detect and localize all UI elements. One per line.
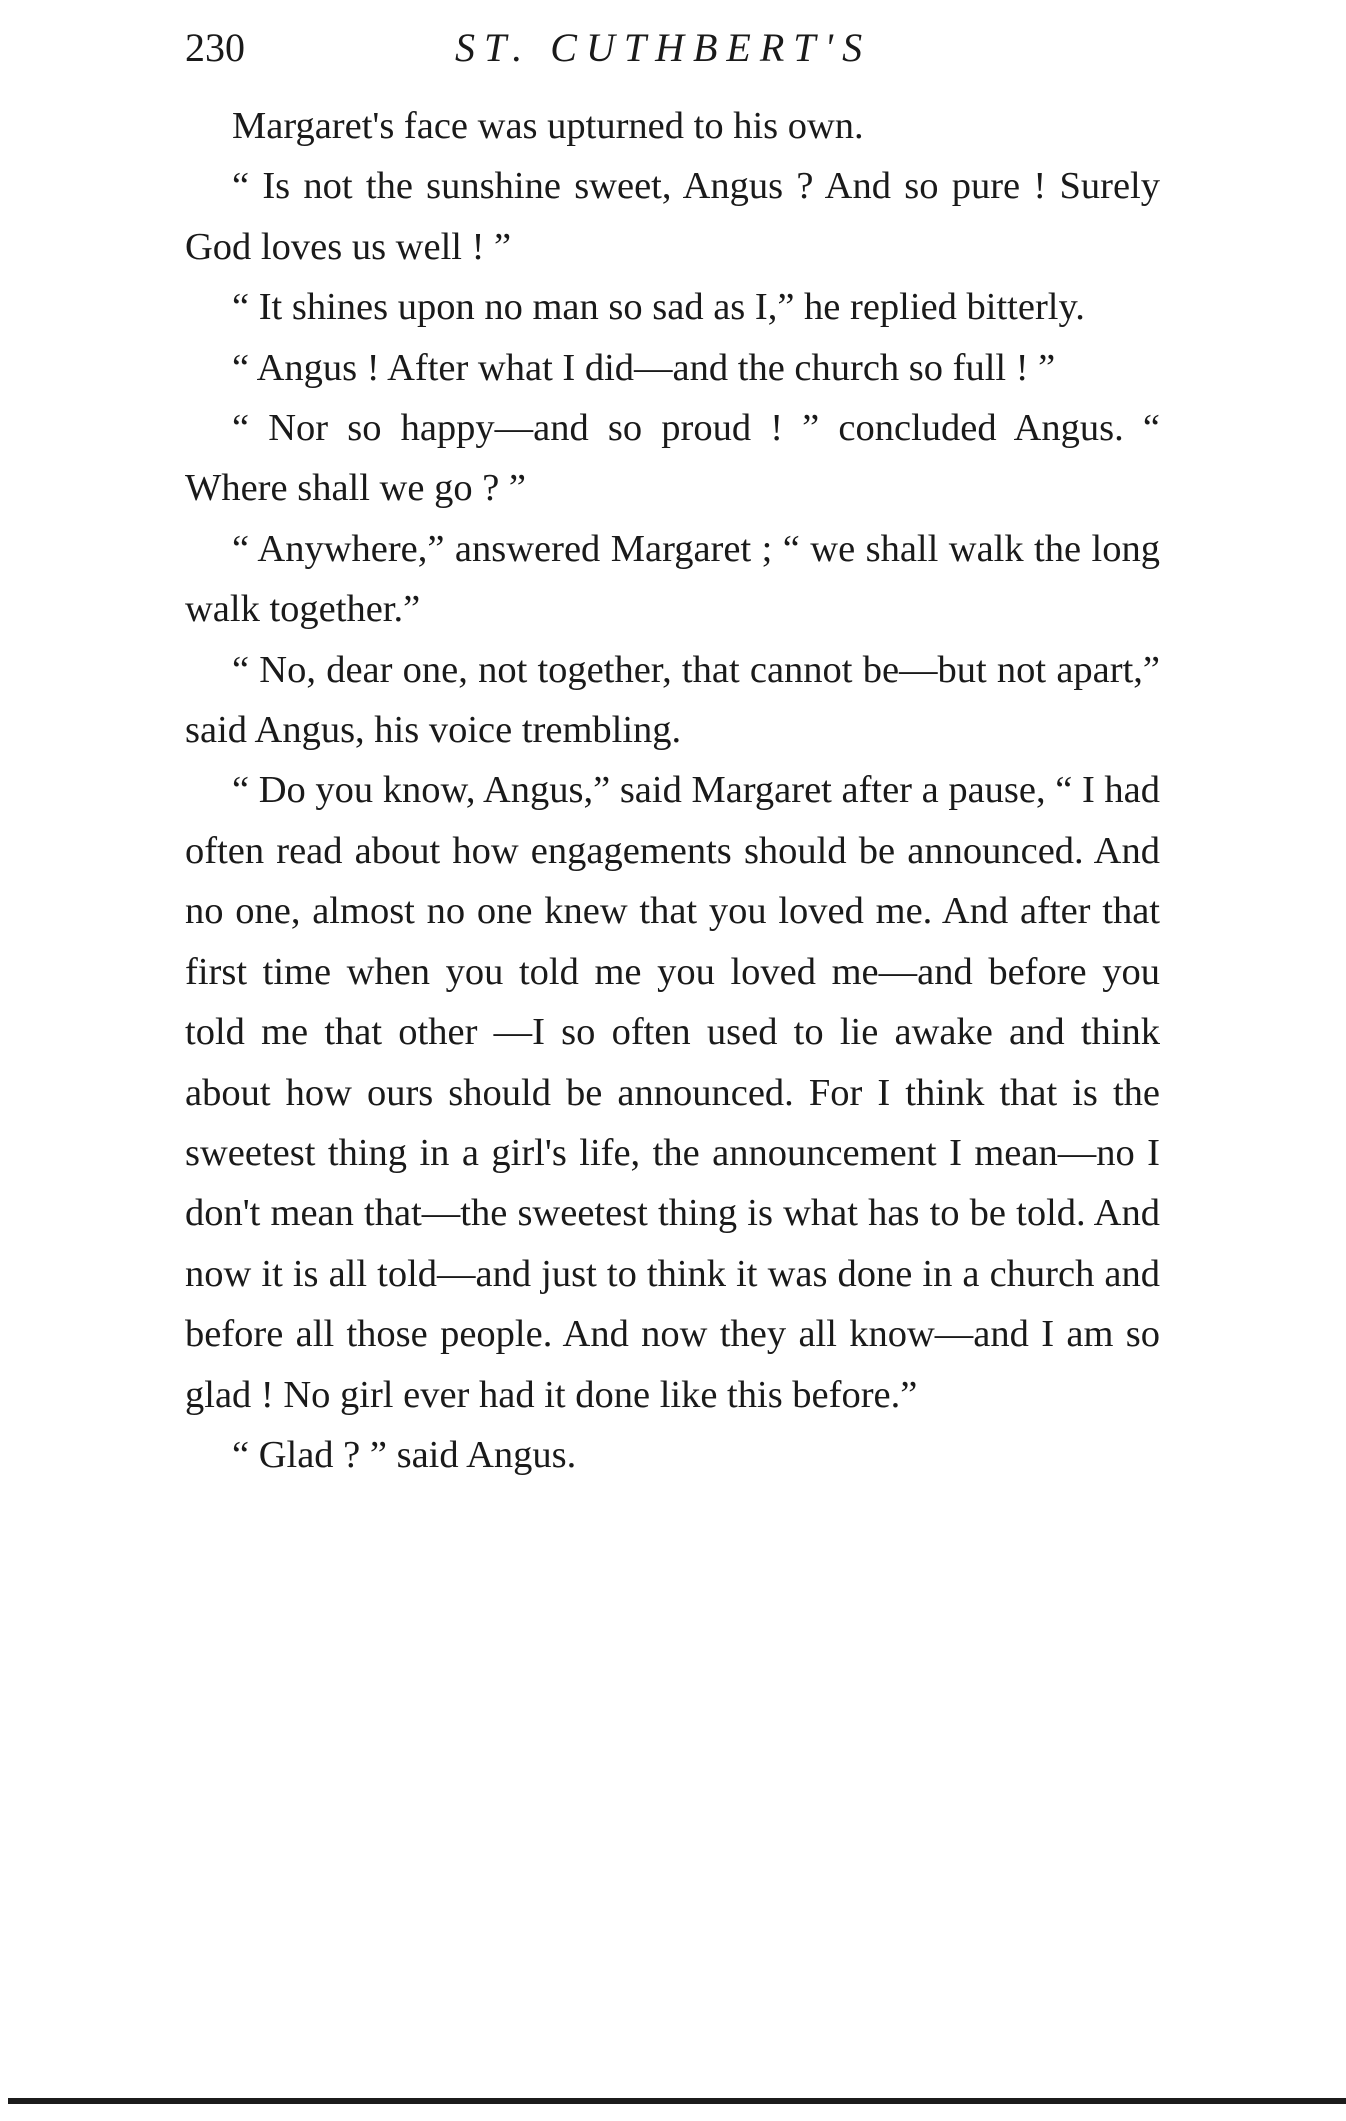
paragraph: “ Is not the sunshine sweet, Angus ? And so pure ! Surely God loves us well ! ” <box>185 165 1160 268</box>
running-title: ST. CUTHBERT'S <box>455 25 872 70</box>
body-text <box>185 96 1160 1485</box>
page-number: 230 <box>185 25 245 70</box>
paragraph: Margaret's face was upturned to his own. <box>232 105 864 147</box>
running-head <box>185 18 1165 78</box>
paragraph: “ Nor so happy—and so proud ! ” concluded Angus. “ Where shall we go ? ” <box>185 407 1160 510</box>
paragraph: “ No, dear one, not together, that cannot be—but not apart,” said Angus, his voice trembling. <box>185 648 1160 752</box>
paragraph: “ Do you know, Angus,” said Margaret after a pause, “ I had often read about how engagements should be announced. And no one, almost no one knew that you loved me. And after that first time when you told me you loved me—and before you told me that other —I so often used to lie awake and think about how ours should be announced. For I think that is the sweetest thing in a girl's life, the announcement I mean—no I don't mean that—the sweetest thing is what has to be told. And now it is all told—and just to think it was done in a church and before all those people. And now they all know—and I am so glad ! No girl ever had it done like this before.” <box>185 769 1160 1416</box>
paragraph: “ Anywhere,” answered Margaret ; “ we shall walk the long walk together.” <box>185 527 1160 631</box>
paragraph: “ Glad ? ” said Angus. <box>232 1433 577 1476</box>
bottom-rule <box>8 2098 1346 2104</box>
paragraph: “ Angus ! After what I did—and the church so full ! ” <box>232 346 1056 389</box>
paragraph: “ It shines upon no man so sad as I,” he replied bitterly. <box>232 286 1085 329</box>
